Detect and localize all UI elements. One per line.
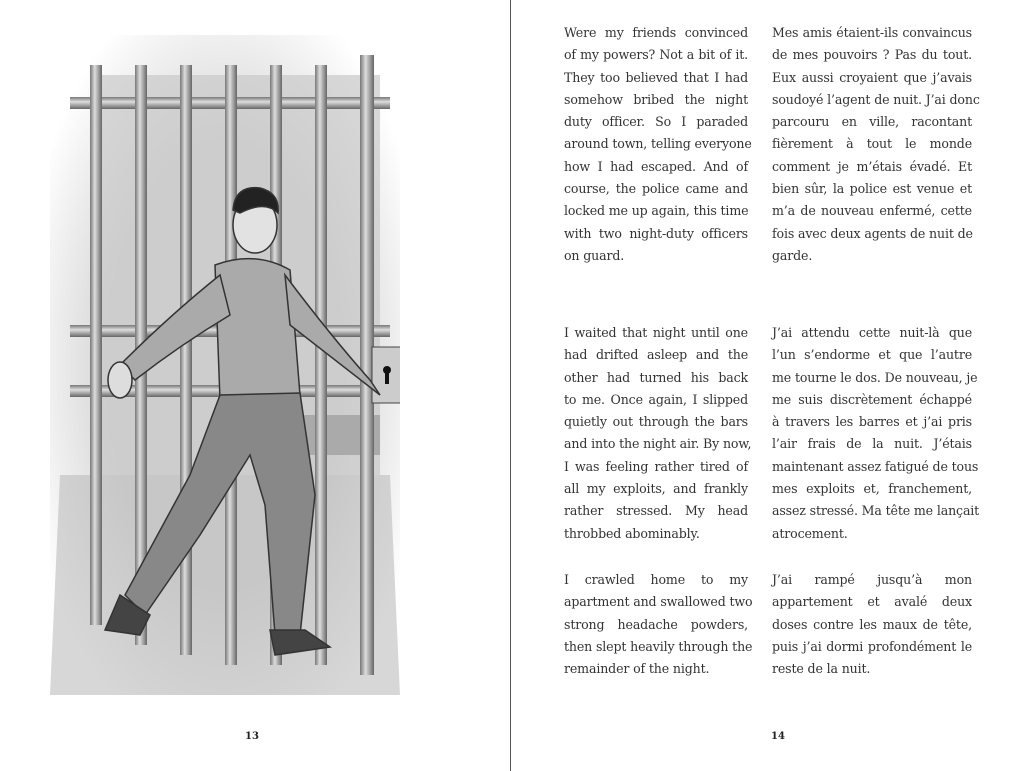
text-line: atrocement. xyxy=(772,525,848,541)
text-line: l’air frais de la nuit. J’étais xyxy=(772,436,972,452)
page-number-right: 14 xyxy=(771,731,785,742)
text-line: around town, telling everyone xyxy=(564,136,752,152)
text-line: bien sûr, la police est venue et xyxy=(772,181,972,197)
text-line: and into the night air. By now, xyxy=(564,436,752,452)
text-line: à travers les barres et j’ai pris xyxy=(772,414,972,430)
text-line: with two night-duty officers xyxy=(564,225,748,241)
text-line: of my powers? Not a bit of it. xyxy=(564,47,748,63)
text-line: garde. xyxy=(772,247,813,263)
text-line: l’un s’endorme et que l’autre xyxy=(772,347,972,363)
text-line: de mes pouvoirs ? Pas du tout. xyxy=(772,47,972,63)
text-line: other had turned his back xyxy=(564,369,748,385)
text-line: assez stressé. Ma tête me lançait xyxy=(772,503,980,519)
french-paragraph xyxy=(772,22,980,267)
text-line: doses contre les maux de tête, xyxy=(772,616,972,632)
english-paragraph xyxy=(564,322,752,545)
text-line: how I had escaped. And of xyxy=(564,158,748,174)
text-line: appartement et avalé deux xyxy=(772,594,972,610)
text-line: on guard. xyxy=(564,247,625,263)
text-line: strong headache powders, xyxy=(564,616,748,632)
text-line: locked me up again, this time xyxy=(564,203,749,219)
text-line: I was feeling rather tired of xyxy=(564,458,748,474)
text-line: course, the police came and xyxy=(564,181,748,197)
text-line: puis j’ai dormi profondément le xyxy=(772,638,972,654)
french-paragraph xyxy=(772,569,972,680)
text-line: parcouru en ville, racontant xyxy=(772,114,972,130)
text-line: duty officer. So I paraded xyxy=(564,114,748,130)
text-line: rather stressed. My head xyxy=(564,503,748,519)
text-line: fièrement à tout le monde xyxy=(772,136,972,152)
text-line: Were my friends convinced xyxy=(564,25,748,40)
text-line: I crawled home to my xyxy=(564,572,748,587)
text-line: me suis discrètement échappé xyxy=(772,391,972,407)
text-line: They too believed that I had xyxy=(564,69,748,85)
text-line: J’ai rampé jusqu’à mon xyxy=(772,572,972,587)
text-line: maintenant assez fatigué de tous xyxy=(772,458,979,474)
text-line: all my exploits, and frankly xyxy=(564,481,748,497)
page-number-left: 13 xyxy=(245,731,259,742)
text-line: apartment and swallowed two xyxy=(564,594,753,610)
jail-escape-illustration xyxy=(50,35,400,695)
page-gutter-divider xyxy=(510,0,511,771)
text-line: comment je m’étais évadé. Et xyxy=(772,158,972,174)
french-paragraph xyxy=(772,322,980,545)
english-paragraph xyxy=(564,22,752,267)
text-line: fois avec deux agents de nuit de xyxy=(772,225,973,241)
text-line: mes exploits et, franchement, xyxy=(772,481,972,497)
text-line: throbbed abominably. xyxy=(564,525,700,541)
text-line: remainder of the night. xyxy=(564,661,710,677)
text-line: Mes amis étaient-ils convaincus xyxy=(772,25,972,40)
text-line: m’a de nouveau enfermé, cette xyxy=(772,203,972,219)
text-line: Eux aussi croyaient que j’avais xyxy=(772,69,972,85)
text-line: reste de la nuit. xyxy=(772,661,871,677)
text-line: had drifted asleep and the xyxy=(564,347,748,363)
english-paragraph xyxy=(564,569,753,680)
text-line: me tourne le dos. De nouveau, je xyxy=(772,369,978,385)
text-line: J’ai attendu cette nuit-là que xyxy=(772,325,972,340)
text-line: I waited that night until one xyxy=(564,325,748,340)
text-line: then slept heavily through the xyxy=(564,638,753,654)
text-line: to me. Once again, I slipped xyxy=(564,391,748,407)
text-line: soudoyé l’agent de nuit. J’ai donc xyxy=(772,91,980,107)
text-line: quietly out through the bars xyxy=(564,414,748,430)
text-line: somehow bribed the night xyxy=(564,91,748,107)
